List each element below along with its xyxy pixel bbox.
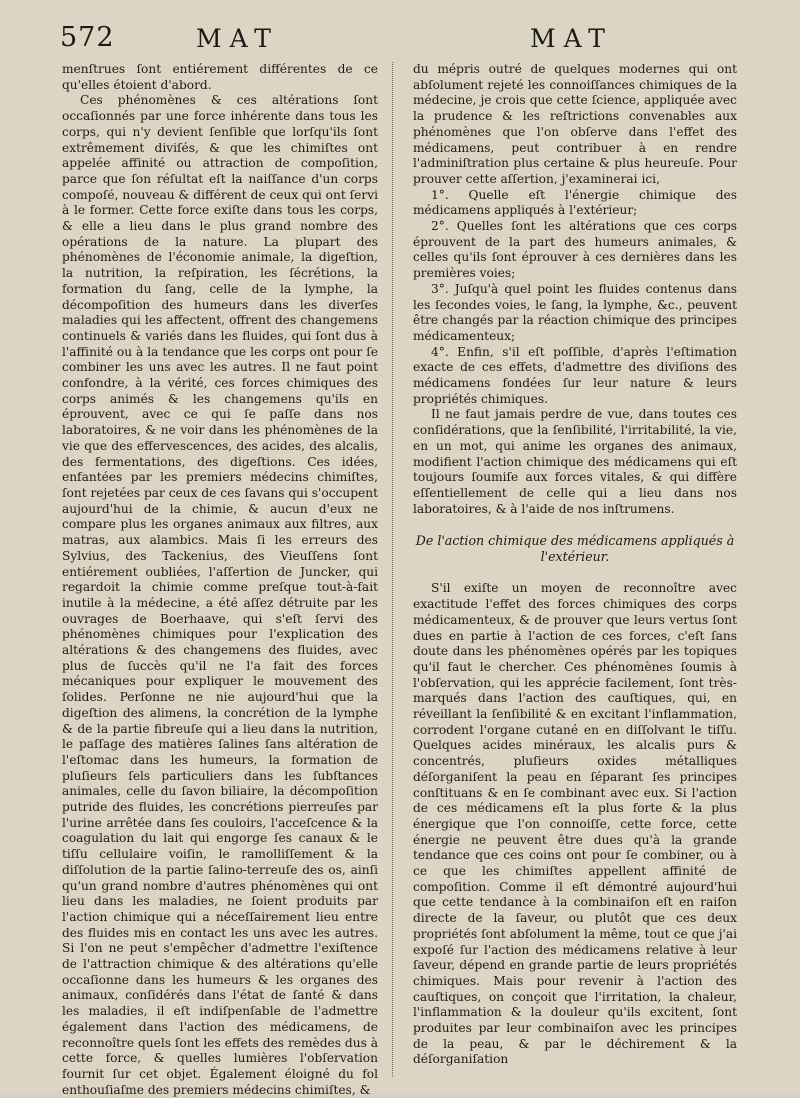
page-header [60, 22, 760, 56]
section-title: De l'action chimique des médicamens appliqués à l'extérieur. [415, 533, 735, 565]
numbered-item: 2°. Quelles ſont les altérations que ces corps éprouvent de la part des humeurs animales, & celles qu'ils ſont éprouver à ces dernières dans les premières voies; [413, 219, 737, 281]
column-divider [392, 62, 393, 1077]
running-head-left: MAT [196, 24, 279, 53]
numbered-item: 3°. Juſqu'à quel point les fluides contenus dans les ſecondes voies, le ſang, la lymphe, &c., peuvent être changés par la réaction chimique des principes médicamenteux; [413, 281, 737, 343]
numbered-item: 4°. Enfin, s'il eſt poſſible, d'après l'eſtimation exacte de ces effets, d'admettre des diviſions des médicamens fondées ſur leur nature & leurs propriétés chimiques. [413, 344, 737, 406]
numbered-item: 1°. Quelle eſt l'énergie chimique des médicamens appliqués à l'extérieur; [413, 187, 737, 218]
paragraph: du mépris outré de quelques modernes qui ont abſolument rejeté les connoiſſances chimiques de la médecine, je crois que cette ſcience, appliquée avec la prudence & les reſtrictions convenables aux phénomènes que l'on obſerve dans l'effet des médicamens, peut contribuer à en rendre l'adminiſtration plus certaine & plus heureuſe. Pour prouver cette aſſertion, j'examinerai ici, [413, 62, 737, 186]
paragraph: Ces phénomènes & ces altérations ſont occaſionnés par une force inhérente dans tous les corps, qui n'y devient ſenſible que lorſqu'ils ſont extrêmement diviſés, & que les chimiſtes ont appelée affinité ou attraction de compoſition, parce que ſon réſultat eſt la naiſſance d'un corps compoſé, nouveau & différent de ceux qui ont ſervi à le former. Cette force exiſte dans tous les corps, & elle a lieu dans le plus grand nombre des opérations de la nature. La plupart des phénomènes de l'économie animale, la digeſtion, la nutrition, la reſpiration, les ſécrétions, la formation du ſang, celle de la lymphe, la décompoſition des humeurs dans les diverſes maladies qui les affectent, offrent des changemens continuels & variés dans les fluides, qui ſont dus à l'affinité ou à la tendance que les corps ont pour ſe combiner les uns avec les autres. Il ne faut point confondre, à la vérité, ces forces chimiques des corps animés & les changemens qu'ils en éprouvent, avec ce qui ſe paſſe dans nos laboratoires, & ne voir dans les phénomènes de la vie que des effervescences, des acides, des alcalis, des fermentations, des digeſtions. Ces idées, enfantées par les premiers médecins chimiſtes, ſont rejetées par ceux de ces ſavans qui s'occupent aujourd'hui de la chimie, & aucun d'eux ne compare plus les organes animaux aux filtres, aux matras, aux alambics. Mais ſi les erreurs des Sylvius, des Tackenius, des Vieuſſens ſont entiérement oubliées, l'aſſertion de Juncker, qui regardoit la chimie comme preſque tout-à-fait inutile à la médecine, a été aſſez détruite par les ouvrages de Boerhaave, qui s'eſt ſervi des phénomènes chimiques pour l'explication des altérations & des changemens des fluides, avec plus de ſuccès qu'il ne l'a fait des forces mécaniques pour expliquer le mouvement des ſolides. Perſonne ne nie aujourd'hui que la digeſtion des alimens, la concrétion de la lymphe & de la partie fibreuſe qui a lieu dans la nutrition, le paſſage des matières ſalines ſans altération de l'eſtomac dans les humeurs, la formation de pluſieurs ſels particuliers dans les ſubſtances animales, celle du ſavon biliaire, la décompoſition putride des fluides, les concrétions pierreuſes par l'urine arrêtée dans ſes couloirs, l'acceſcence & la coagulation du lait qui engorge ſes canaux & le tiſſu cellulaire voiſin, le ramolliſſement & la diſſolution de la partie ſalino-terreuſe des os, ainſi qu'un grand nombre d'autres phénomènes qui ont lieu dans les maladies, ne ſoient produits par l'action chimique qui a néceſſairement lieu entre des fluides mis en contact les uns avec les autres. Si l'on ne peut s'empêcher d'admettre l'exiſtence de l'attraction chimique & des altérations qu'elle occaſionne dans les humeurs & les organes des animaux, conſidérés dans l'état de ſanté & dans les maladies, il eſt indiſpenſable de l'admettre également dans l'action des médicamens, de reconnoître quels ſont les effets des remèdes dus à cette force, & quelles lumières l'obſervation fournit ſur cet objet. Également éloigné du fol enthouſiaſme des premiers médecins chimiſtes, & [62, 93, 378, 1097]
running-head-right: MAT [530, 24, 613, 53]
paragraph: Il ne faut jamais perdre de vue, dans toutes ces conſidérations, que la ſenſibilité, l'irritabilité, la vie, en un mot, qui anime les organes des animaux, modifient l'action chimique des médicamens qui eſt toujours ſoumiſe aux forces vitales, & qui diffère eſſentiellement de celle qui a lieu dans nos laboratoires, & à l'aide de nos inſtrumens. [413, 407, 737, 516]
left-column [62, 62, 378, 1098]
page-number: 572 [60, 22, 115, 53]
paragraph: menſtrues ſont entiérement différentes de ce qu'elles étoient d'abord. [62, 62, 378, 92]
paragraph: S'il exiſte un moyen de reconnoître avec exactitude l'effet des forces chimiques des corps médicamenteux, & de prouver que leurs vertus ſont dues en partie à l'action de ces forces, c'eſt ſans doute dans les phénomènes opérés par les topiques qu'il faut le chercher. Ces phénomènes ſoumis à l'obſervation, qui les apprécie facilement, ſont très-marqués dans l'action des cauſtiques, qui, en réveillant la ſenſibilité & en excitant l'inflammation, corrodent l'organe cutané en en diſſolvant le tiſſu. Quelques acides minéraux, les alcalis purs & concentrés, pluſieurs oxides métalliques déſorganiſent la peau en ſéparant ſes principes conſtituans & en ſe combinant avec eux. Si l'action de ces médicamens eſt la plus forte & la plus énergique que l'on connoiſſe, cette force, cette énergie ne peuvent être dues qu'à la grande tendance que ces coins ont pour ſe combiner, ou à ce que les chimiſtes appellent affinité de compoſition. Comme il eſt démontré aujourd'hui que cette tendance à la combinaiſon eſt en raiſon directe de la ſaveur, ou plutôt que ces deux propriétés ſont abſolument la même, tout ce que j'ai expoſé ſur l'action des médicamens relative à leur ſaveur, dépend en grande partie de leurs propriétés chimiques. Mais pour revenir à l'action des cauſtiques, on conçoit que l'irritation, la chaleur, l'inflammation & la douleur qu'ils excitent, ſont produites par leur combinaiſon avec les principes de la peau, & par le déchirement & la déſorganiſation [413, 581, 737, 1067]
right-column [413, 62, 737, 1068]
